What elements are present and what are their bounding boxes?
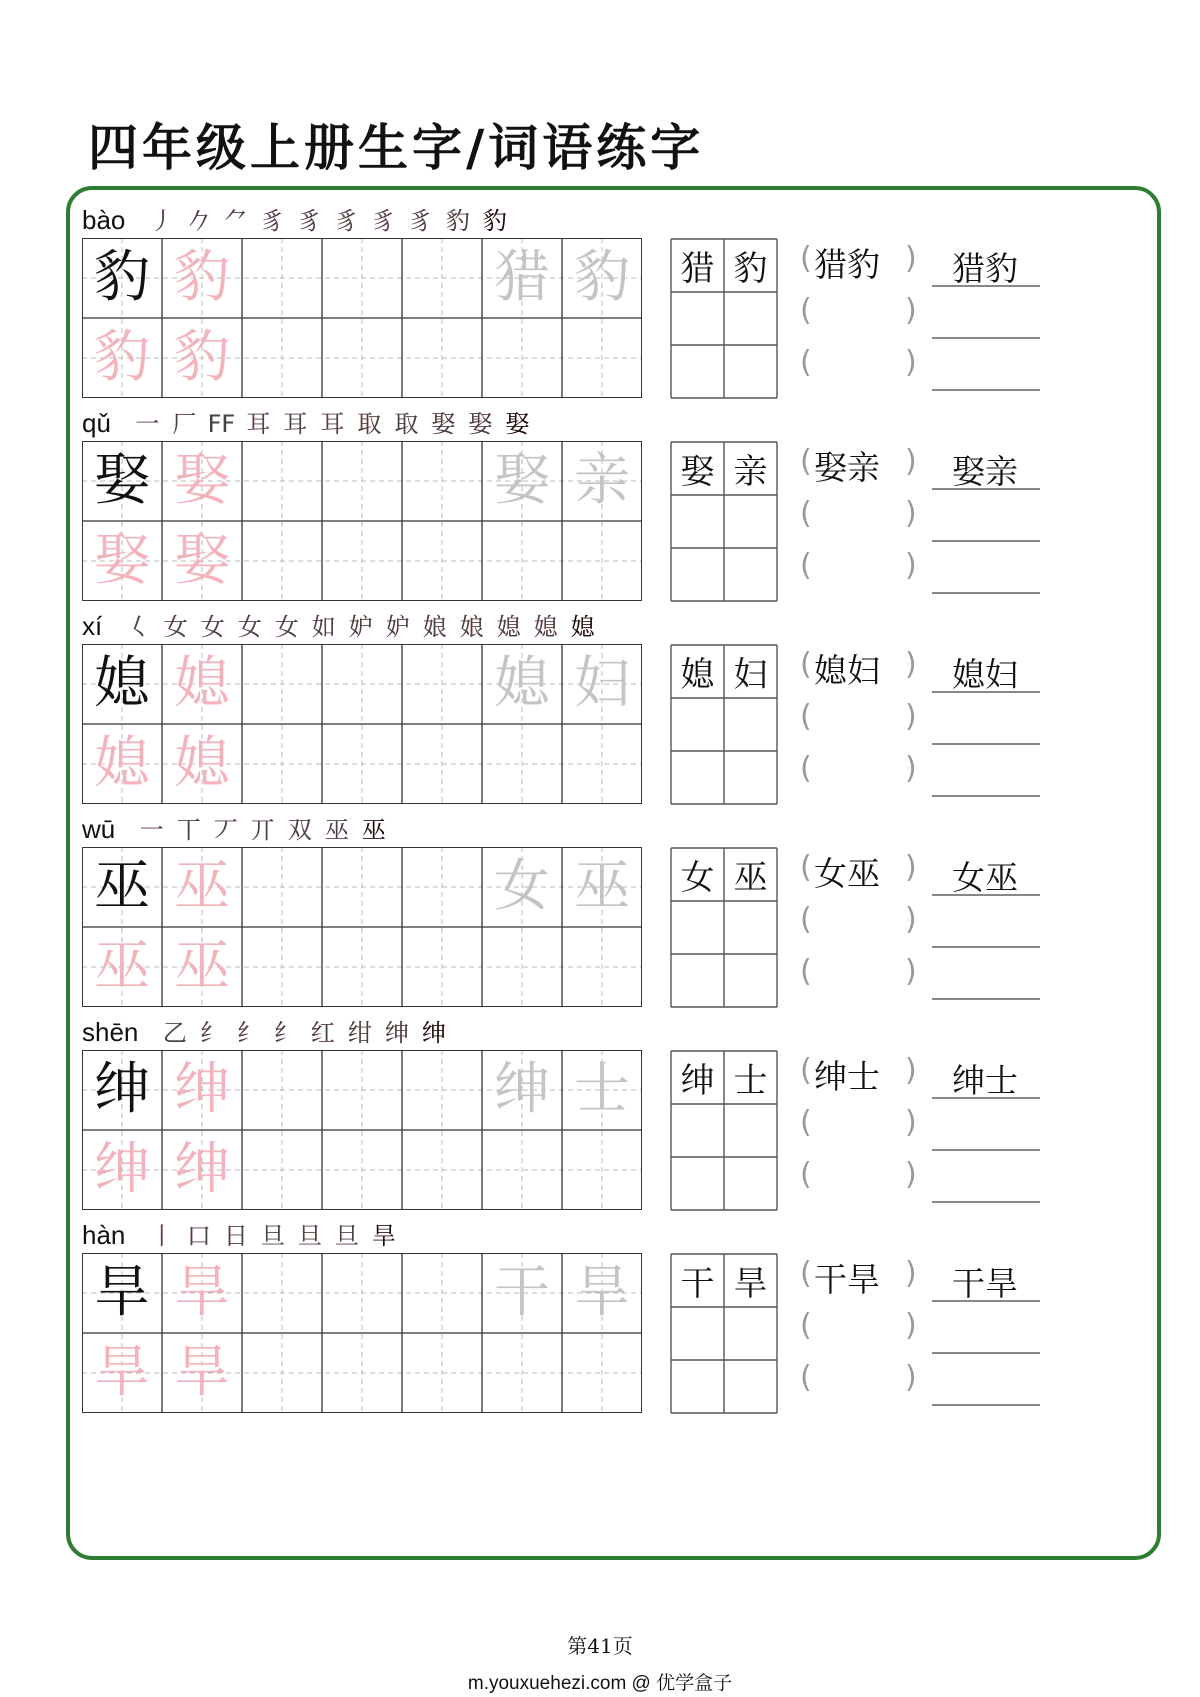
word-writing-cell[interactable]	[671, 292, 724, 345]
close-paren: )	[905, 1308, 917, 1343]
trace-character: 豹	[94, 325, 150, 390]
stroke-step: 如	[311, 613, 336, 641]
underlined-word: 女巫	[952, 858, 1018, 897]
page-number: 第41页	[567, 1634, 633, 1658]
stroke-step: 女	[200, 613, 225, 641]
character-block	[82, 193, 1162, 412]
writing-cell[interactable]	[322, 927, 402, 1007]
stroke-step: 绅	[421, 1019, 446, 1047]
ghost-word-character: 干	[494, 1260, 550, 1325]
stroke-order-row	[82, 1005, 452, 1045]
parenthesized-word: 女巫	[814, 854, 880, 893]
ghost-word-character: 绅	[494, 1057, 550, 1122]
tianzige-grid	[82, 441, 642, 601]
model-character: 娶	[94, 448, 150, 513]
stroke-step: 旦	[260, 1222, 285, 1250]
ghost-word-character: 媳	[494, 651, 550, 716]
close-paren: )	[905, 1105, 917, 1140]
stroke-step: 丌	[250, 816, 275, 844]
word-writing-cell[interactable]	[671, 751, 724, 804]
word-grid	[670, 847, 776, 1006]
stroke-step: 豸	[371, 207, 396, 235]
word-character: 媳	[680, 655, 715, 695]
tianzige-grid	[82, 847, 642, 1007]
writing-line[interactable]	[932, 795, 1040, 797]
pinyin: shēn	[82, 1017, 139, 1047]
word-character: 豹	[733, 249, 768, 289]
open-paren: (	[800, 1053, 812, 1088]
stroke-step: 豹	[482, 207, 507, 235]
character-block	[82, 1208, 1162, 1427]
word-writing-cell[interactable]	[671, 1360, 724, 1413]
word-writing-cell[interactable]	[671, 1104, 724, 1157]
open-paren: (	[800, 850, 812, 885]
trace-character: 豹	[174, 325, 230, 390]
writing-cell[interactable]	[402, 1130, 482, 1210]
close-paren: )	[905, 345, 917, 380]
stroke-step: ⺈	[223, 207, 248, 235]
stroke-step: 纟	[273, 1019, 298, 1047]
close-paren: )	[905, 241, 917, 276]
open-paren: (	[800, 699, 812, 734]
writing-cell[interactable]	[482, 724, 562, 804]
stroke-step: 丅	[176, 816, 201, 844]
stroke-step: 丿	[149, 207, 174, 235]
trace-character: 绅	[174, 1137, 230, 1202]
word-grid	[670, 238, 776, 397]
writing-cell[interactable]	[322, 644, 402, 724]
stroke-step: 厂	[172, 410, 197, 438]
writing-cell[interactable]	[242, 724, 322, 804]
trace-character: 娶	[174, 528, 230, 593]
page-title: 四年级上册生字/词语练字	[88, 118, 705, 177]
open-paren: (	[800, 241, 812, 276]
close-paren: )	[905, 954, 917, 989]
trace-character: 娶	[174, 448, 230, 513]
writing-cell[interactable]	[242, 847, 322, 927]
stroke-step: 𠂊	[186, 207, 211, 235]
stroke-order-row	[82, 396, 536, 436]
stroke-step: 豸	[334, 207, 359, 235]
paren-answer-field[interactable]	[818, 1308, 898, 1348]
writing-line[interactable]	[932, 1352, 1040, 1354]
parenthesized-word: 猎豹	[814, 245, 880, 284]
close-paren: )	[905, 751, 917, 786]
writing-line[interactable]	[932, 743, 1040, 745]
writing-cell[interactable]	[402, 1253, 482, 1333]
paren-answer-field[interactable]	[818, 902, 898, 942]
writing-line	[932, 1097, 1040, 1099]
open-paren: (	[800, 1360, 812, 1395]
stroke-step: 女	[163, 613, 188, 641]
writing-cell[interactable]	[402, 1333, 482, 1413]
parenthesized-word: 媳妇	[814, 651, 880, 690]
ghost-word-character: 豹	[574, 245, 630, 310]
word-writing-cell[interactable]	[724, 901, 777, 954]
stroke-step: 红	[310, 1019, 335, 1047]
tianzige-grid	[82, 1253, 642, 1413]
ghost-word-character: 女	[494, 854, 550, 919]
underlined-word: 猎豹	[952, 249, 1018, 288]
word-grid	[670, 644, 776, 803]
stroke-step: 双	[287, 816, 312, 844]
word-writing-cell[interactable]	[724, 548, 777, 601]
paren-answer-field[interactable]	[818, 1105, 898, 1145]
writing-line[interactable]	[932, 1404, 1040, 1406]
model-character: 媳	[94, 651, 150, 716]
close-paren: )	[905, 1360, 917, 1395]
close-paren: )	[905, 647, 917, 682]
pinyin: wū	[82, 814, 116, 844]
writing-cell[interactable]	[242, 521, 322, 601]
word-character: 猎	[680, 249, 715, 289]
writing-cell[interactable]	[322, 847, 402, 927]
paren-answer-field[interactable]	[818, 699, 898, 739]
word-grid	[670, 1050, 776, 1209]
stroke-step: 绀	[347, 1019, 372, 1047]
writing-cell[interactable]	[562, 724, 642, 804]
paren-answer-field[interactable]	[818, 548, 898, 588]
writing-line	[932, 488, 1040, 490]
tianzige-grid	[82, 238, 642, 398]
writing-cell[interactable]	[482, 1333, 562, 1413]
trace-character: 旱	[94, 1340, 150, 1405]
stroke-step: 旦	[297, 1222, 322, 1250]
stroke-order-row	[82, 599, 601, 639]
writing-cell[interactable]	[562, 927, 642, 1007]
underlined-word: 娶亲	[952, 452, 1018, 491]
writing-cell[interactable]	[242, 644, 322, 724]
writing-cell[interactable]	[322, 1333, 402, 1413]
word-writing-cell[interactable]	[724, 1360, 777, 1413]
open-paren: (	[800, 751, 812, 786]
word-character: 绅	[680, 1061, 715, 1101]
close-paren: )	[905, 444, 917, 479]
stroke-step: 娘	[422, 613, 447, 641]
writing-cell[interactable]	[562, 1130, 642, 1210]
trace-character: 绅	[94, 1137, 150, 1202]
stroke-step: 媳	[533, 613, 558, 641]
word-writing-cell[interactable]	[671, 1157, 724, 1210]
open-paren: (	[800, 647, 812, 682]
ghost-word-character: 亲	[574, 448, 630, 513]
ghost-word-character: 士	[574, 1057, 630, 1122]
writing-cell[interactable]	[482, 927, 562, 1007]
trace-character: 旱	[174, 1340, 230, 1405]
writing-cell[interactable]	[242, 441, 322, 521]
writing-cell[interactable]	[562, 318, 642, 398]
ghost-word-character: 妇	[574, 651, 630, 716]
stroke-step: 媳	[570, 613, 595, 641]
stroke-step: 耳	[320, 410, 345, 438]
tianzige-grid	[82, 1050, 642, 1210]
stroke-order-row	[82, 1208, 402, 1248]
open-paren: (	[800, 1256, 812, 1291]
open-paren: (	[800, 496, 812, 531]
word-writing-cell[interactable]	[724, 1307, 777, 1360]
paren-answer-field[interactable]	[818, 1360, 898, 1400]
model-character: 绅	[94, 1057, 150, 1122]
writing-cell[interactable]	[402, 1050, 482, 1130]
stroke-step: 豸	[297, 207, 322, 235]
model-character: 巫	[94, 854, 150, 919]
word-writing-cell[interactable]	[671, 954, 724, 1007]
word-writing-cell[interactable]	[724, 698, 777, 751]
open-paren: (	[800, 293, 812, 328]
trace-character: 巫	[94, 934, 150, 999]
writing-cell[interactable]	[322, 318, 402, 398]
stroke-step: 取	[394, 410, 419, 438]
writing-cell[interactable]	[322, 238, 402, 318]
pinyin: bào	[82, 205, 126, 235]
word-character: 妇	[733, 655, 768, 695]
word-grid	[670, 441, 776, 600]
writing-line[interactable]	[932, 389, 1040, 391]
ghost-word-character: 娶	[494, 448, 550, 513]
stroke-step: 丨	[149, 1222, 174, 1250]
word-writing-cell[interactable]	[724, 751, 777, 804]
ghost-word-character: 旱	[574, 1260, 630, 1325]
character-block	[82, 599, 1162, 818]
writing-line	[932, 894, 1040, 896]
paren-answer-field[interactable]	[818, 751, 898, 791]
trace-character: 媳	[174, 731, 230, 796]
stroke-step: 豸	[260, 207, 285, 235]
trace-character: 豹	[174, 245, 230, 310]
writing-cell[interactable]	[242, 318, 322, 398]
site-credit: m.youxuehezi.com @ 优学盒子	[467, 1673, 733, 1694]
ghost-word-character: 猎	[494, 245, 550, 310]
stroke-step: 娶	[505, 410, 530, 438]
stroke-step: 媳	[496, 613, 521, 641]
trace-character: 媳	[174, 651, 230, 716]
word-character: 干	[680, 1264, 715, 1304]
stroke-step: 取	[357, 410, 382, 438]
writing-cell[interactable]	[322, 724, 402, 804]
stroke-step: 豸	[408, 207, 433, 235]
stroke-step: 纟	[236, 1019, 261, 1047]
model-character: 旱	[94, 1260, 150, 1325]
paren-answer-field[interactable]	[818, 1157, 898, 1197]
word-writing-cell[interactable]	[671, 345, 724, 398]
stroke-step: 妒	[348, 613, 373, 641]
stroke-step: FF	[207, 410, 236, 438]
stroke-step: 一	[139, 816, 164, 844]
stroke-step: 妒	[385, 613, 410, 641]
underlined-word: 干旱	[952, 1264, 1018, 1303]
writing-cell[interactable]	[562, 521, 642, 601]
stroke-step: 纟	[199, 1019, 224, 1047]
stroke-step: 娶	[431, 410, 456, 438]
stroke-step: 𡿨	[126, 613, 151, 641]
writing-line[interactable]	[932, 1149, 1040, 1151]
writing-line	[932, 285, 1040, 287]
close-paren: )	[905, 699, 917, 734]
writing-cell[interactable]	[242, 1130, 322, 1210]
close-paren: )	[905, 1157, 917, 1192]
word-character: 士	[733, 1061, 768, 1101]
stroke-step: 绅	[384, 1019, 409, 1047]
stroke-step: 耳	[283, 410, 308, 438]
parenthesized-word: 干旱	[814, 1260, 880, 1299]
writing-cell[interactable]	[402, 318, 482, 398]
stroke-step: 口	[186, 1222, 211, 1250]
word-character: 巫	[733, 858, 768, 898]
writing-cell[interactable]	[562, 1333, 642, 1413]
writing-cell[interactable]	[322, 441, 402, 521]
open-paren: (	[800, 1157, 812, 1192]
writing-cell[interactable]	[322, 1130, 402, 1210]
writing-cell[interactable]	[242, 1050, 322, 1130]
writing-cell[interactable]	[322, 1253, 402, 1333]
character-block	[82, 802, 1162, 1021]
model-character: 豹	[94, 245, 150, 310]
open-paren: (	[800, 1308, 812, 1343]
stroke-step: 日	[223, 1222, 248, 1250]
pinyin: qǔ	[82, 408, 111, 438]
ghost-word-character: 巫	[574, 854, 630, 919]
underlined-word: 绅士	[952, 1061, 1018, 1100]
stroke-step: 丆	[213, 816, 238, 844]
word-writing-cell[interactable]	[671, 495, 724, 548]
writing-line[interactable]	[932, 1201, 1040, 1203]
open-paren: (	[800, 548, 812, 583]
writing-cell[interactable]	[322, 1050, 402, 1130]
open-paren: (	[800, 345, 812, 380]
writing-line	[932, 1300, 1040, 1302]
word-writing-cell[interactable]	[724, 1104, 777, 1157]
close-paren: )	[905, 1256, 917, 1291]
writing-cell[interactable]	[402, 238, 482, 318]
close-paren: )	[905, 548, 917, 583]
word-writing-cell[interactable]	[671, 548, 724, 601]
close-paren: )	[905, 850, 917, 885]
stroke-step: 豹	[445, 207, 470, 235]
stroke-step: 娶	[468, 410, 493, 438]
underlined-word: 媳妇	[952, 655, 1018, 694]
writing-cell[interactable]	[402, 927, 482, 1007]
stroke-step: 旦	[334, 1222, 359, 1250]
stroke-order-row	[82, 802, 392, 842]
open-paren: (	[800, 902, 812, 937]
paren-answer-field[interactable]	[818, 954, 898, 994]
character-block	[82, 396, 1162, 615]
writing-cell[interactable]	[242, 927, 322, 1007]
writing-line[interactable]	[932, 592, 1040, 594]
word-writing-cell[interactable]	[671, 901, 724, 954]
trace-character: 绅	[174, 1057, 230, 1122]
writing-line[interactable]	[932, 337, 1040, 339]
word-writing-cell[interactable]	[724, 1157, 777, 1210]
stroke-order-row	[82, 193, 513, 233]
stroke-step: 女	[274, 613, 299, 641]
writing-cell[interactable]	[322, 521, 402, 601]
writing-cell[interactable]	[482, 318, 562, 398]
trace-character: 旱	[174, 1260, 230, 1325]
word-character: 旱	[733, 1264, 768, 1304]
writing-cell[interactable]	[482, 521, 562, 601]
writing-line	[932, 691, 1040, 693]
trace-character: 媳	[94, 731, 150, 796]
word-writing-cell[interactable]	[724, 345, 777, 398]
pinyin: hàn	[82, 1220, 126, 1250]
word-character: 娶	[680, 452, 715, 492]
trace-character: 巫	[174, 934, 230, 999]
writing-cell[interactable]	[402, 724, 482, 804]
parenthesized-word: 绅士	[814, 1057, 880, 1096]
word-writing-cell[interactable]	[724, 495, 777, 548]
close-paren: )	[905, 902, 917, 937]
word-character: 女	[680, 858, 715, 898]
tianzige-grid	[82, 644, 642, 804]
stroke-step: 巫	[361, 816, 386, 844]
writing-cell[interactable]	[402, 847, 482, 927]
close-paren: )	[905, 1053, 917, 1088]
open-paren: (	[800, 1105, 812, 1140]
character-block	[82, 1005, 1162, 1224]
writing-cell[interactable]	[482, 1130, 562, 1210]
writing-cell[interactable]	[402, 644, 482, 724]
stroke-step: 旱	[371, 1222, 396, 1250]
word-grid	[670, 1253, 776, 1412]
stroke-step: 耳	[246, 410, 271, 438]
open-paren: (	[800, 444, 812, 479]
word-writing-cell[interactable]	[671, 1307, 724, 1360]
paren-answer-field[interactable]	[818, 496, 898, 536]
word-writing-cell[interactable]	[724, 954, 777, 1007]
paren-answer-field[interactable]	[818, 345, 898, 385]
trace-character: 巫	[174, 854, 230, 919]
word-character: 亲	[733, 452, 768, 492]
writing-cell[interactable]	[402, 441, 482, 521]
stroke-step: 娘	[459, 613, 484, 641]
stroke-step: 女	[237, 613, 262, 641]
trace-character: 娶	[94, 528, 150, 593]
pinyin: xí	[82, 611, 103, 641]
writing-cell[interactable]	[402, 521, 482, 601]
paren-answer-field[interactable]	[818, 293, 898, 333]
open-paren: (	[800, 954, 812, 989]
stroke-step: 巫	[324, 816, 349, 844]
writing-cell[interactable]	[242, 1253, 322, 1333]
writing-cell[interactable]	[242, 238, 322, 318]
word-writing-cell[interactable]	[724, 292, 777, 345]
writing-line[interactable]	[932, 946, 1040, 948]
parenthesized-word: 娶亲	[814, 448, 880, 487]
close-paren: )	[905, 496, 917, 531]
writing-cell[interactable]	[242, 1333, 322, 1413]
word-writing-cell[interactable]	[671, 698, 724, 751]
stroke-step: 一	[135, 410, 160, 438]
stroke-step: 乙	[162, 1019, 187, 1047]
writing-line[interactable]	[932, 540, 1040, 542]
close-paren: )	[905, 293, 917, 328]
writing-line[interactable]	[932, 998, 1040, 1000]
